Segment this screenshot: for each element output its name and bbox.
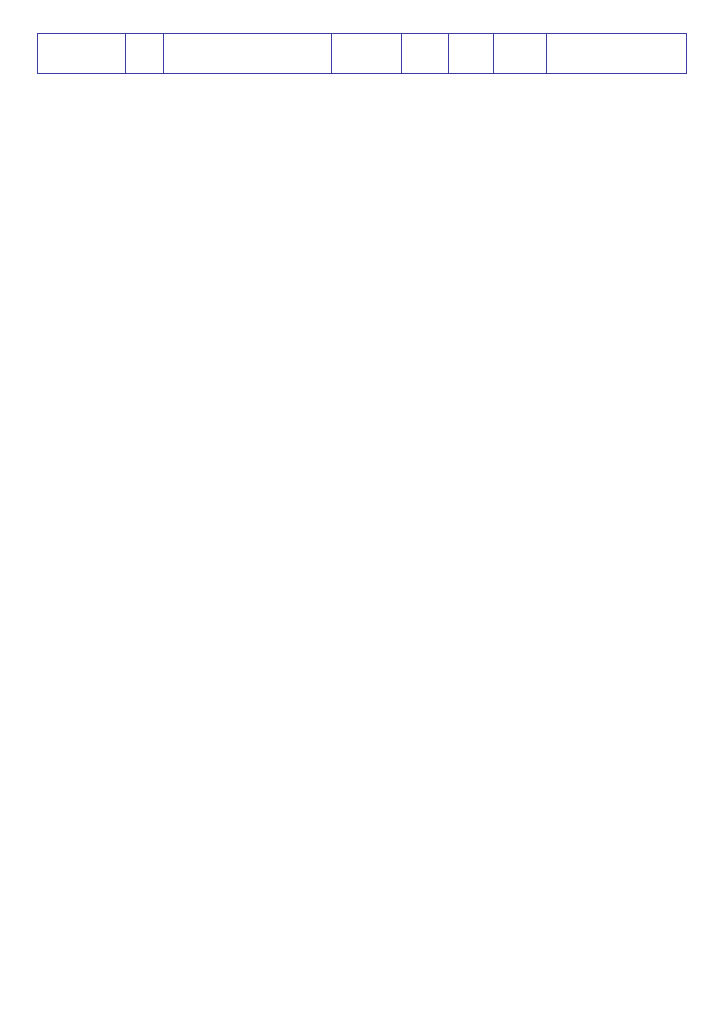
rebar-schedule-table bbox=[37, 33, 687, 74]
header-sketch bbox=[164, 34, 332, 74]
header-count bbox=[402, 34, 449, 74]
header-weight bbox=[494, 34, 547, 74]
header-name bbox=[38, 34, 126, 74]
header-grade bbox=[126, 34, 164, 74]
header-total bbox=[449, 34, 494, 74]
header-length bbox=[332, 34, 402, 74]
header-remark bbox=[547, 34, 687, 74]
header-row bbox=[38, 34, 687, 74]
